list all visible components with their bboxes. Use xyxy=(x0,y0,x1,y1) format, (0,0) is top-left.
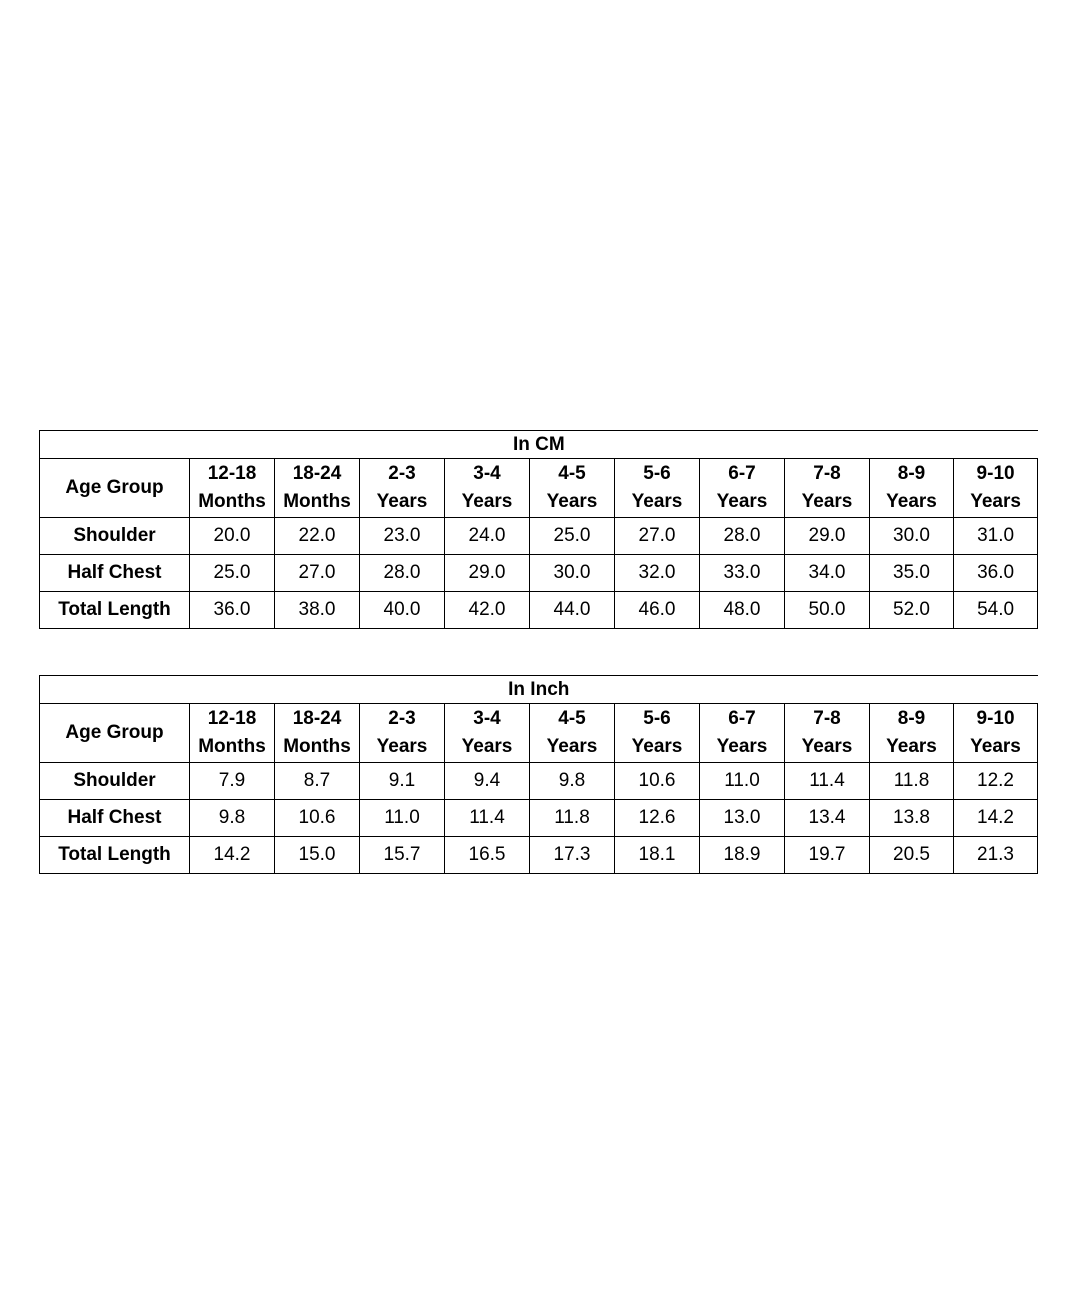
size-table-cm xyxy=(39,430,1038,629)
table-cell: 9.1 xyxy=(360,763,445,800)
column-header: 6-7 Years xyxy=(700,704,785,763)
table-cell: 30.0 xyxy=(530,555,615,592)
column-header: 4-5 Years xyxy=(530,704,615,763)
column-header: 9-10 Years xyxy=(954,704,1038,763)
table-cell: 11.4 xyxy=(785,763,870,800)
table-cell: 50.0 xyxy=(785,592,870,629)
column-header: 3-4 Years xyxy=(445,704,530,763)
table-cell: 29.0 xyxy=(785,518,870,555)
table-cell: 42.0 xyxy=(445,592,530,629)
table-cell: 27.0 xyxy=(615,518,700,555)
table-row xyxy=(40,837,1038,874)
table-cell: 19.7 xyxy=(785,837,870,874)
table-cell: 46.0 xyxy=(615,592,700,629)
table-cell: 34.0 xyxy=(785,555,870,592)
table-cell: 12.6 xyxy=(615,800,700,837)
column-header: 8-9 Years xyxy=(870,704,954,763)
table-cell: 44.0 xyxy=(530,592,615,629)
row-label: Shoulder xyxy=(40,763,190,800)
table-cell: 25.0 xyxy=(530,518,615,555)
age-group-header: Age Group xyxy=(40,704,190,763)
age-group-header: Age Group xyxy=(40,459,190,518)
table-cell: 17.3 xyxy=(530,837,615,874)
table-cell: 11.0 xyxy=(700,763,785,800)
table-cell: 48.0 xyxy=(700,592,785,629)
column-header: 12-18 Months xyxy=(190,704,275,763)
column-header: 3-4 Years xyxy=(445,459,530,518)
column-header: 5-6 Years xyxy=(615,459,700,518)
table-cell: 8.7 xyxy=(275,763,360,800)
table-cell: 7.9 xyxy=(190,763,275,800)
table-cell: 14.2 xyxy=(190,837,275,874)
column-header: 8-9 Years xyxy=(870,459,954,518)
table-cell: 28.0 xyxy=(360,555,445,592)
column-header: 18-24 Months xyxy=(275,459,360,518)
table-cell: 31.0 xyxy=(954,518,1038,555)
table-cell: 9.8 xyxy=(190,800,275,837)
table-cell: 12.2 xyxy=(954,763,1038,800)
table-cell: 11.4 xyxy=(445,800,530,837)
row-label: Half Chest xyxy=(40,555,190,592)
column-header: 5-6 Years xyxy=(615,704,700,763)
table-row xyxy=(40,592,1038,629)
table-cell: 30.0 xyxy=(870,518,954,555)
table-cell: 20.5 xyxy=(870,837,954,874)
table-cell: 36.0 xyxy=(190,592,275,629)
table-cell: 13.0 xyxy=(700,800,785,837)
table-row xyxy=(40,763,1038,800)
table-cell: 13.4 xyxy=(785,800,870,837)
table-cell: 25.0 xyxy=(190,555,275,592)
table-cell: 36.0 xyxy=(954,555,1038,592)
size-table-inch xyxy=(39,675,1038,874)
table-cell: 14.2 xyxy=(954,800,1038,837)
table-cell: 9.8 xyxy=(530,763,615,800)
table-cell: 40.0 xyxy=(360,592,445,629)
table-cell: 10.6 xyxy=(615,763,700,800)
table-cell: 23.0 xyxy=(360,518,445,555)
table-row xyxy=(40,555,1038,592)
row-label: Total Length xyxy=(40,592,190,629)
column-header: 2-3 Years xyxy=(360,704,445,763)
table-row xyxy=(40,518,1038,555)
row-label: Half Chest xyxy=(40,800,190,837)
table-cell: 32.0 xyxy=(615,555,700,592)
table-cell: 20.0 xyxy=(190,518,275,555)
table-cell: 27.0 xyxy=(275,555,360,592)
table-cell: 29.0 xyxy=(445,555,530,592)
table-cell: 11.0 xyxy=(360,800,445,837)
column-header: 7-8 Years xyxy=(785,459,870,518)
table-cell: 18.9 xyxy=(700,837,785,874)
table-cell: 16.5 xyxy=(445,837,530,874)
table-cell: 28.0 xyxy=(700,518,785,555)
table-cell: 38.0 xyxy=(275,592,360,629)
table-title: In CM xyxy=(40,431,1038,459)
table-cell: 11.8 xyxy=(530,800,615,837)
table-cell: 33.0 xyxy=(700,555,785,592)
table-cell: 35.0 xyxy=(870,555,954,592)
table-cell: 21.3 xyxy=(954,837,1038,874)
table-cell: 15.0 xyxy=(275,837,360,874)
table-cell: 13.8 xyxy=(870,800,954,837)
row-label: Shoulder xyxy=(40,518,190,555)
table-cell: 10.6 xyxy=(275,800,360,837)
column-header: 12-18 Months xyxy=(190,459,275,518)
table-cell: 52.0 xyxy=(870,592,954,629)
table-cell: 18.1 xyxy=(615,837,700,874)
table-cell: 22.0 xyxy=(275,518,360,555)
table-cell: 54.0 xyxy=(954,592,1038,629)
table-cell: 11.8 xyxy=(870,763,954,800)
column-header: 2-3 Years xyxy=(360,459,445,518)
table-cell: 15.7 xyxy=(360,837,445,874)
column-header: 9-10 Years xyxy=(954,459,1038,518)
table-row xyxy=(40,800,1038,837)
column-header: 18-24 Months xyxy=(275,704,360,763)
column-header: 4-5 Years xyxy=(530,459,615,518)
table-cell: 24.0 xyxy=(445,518,530,555)
column-header: 6-7 Years xyxy=(700,459,785,518)
table-cell: 9.4 xyxy=(445,763,530,800)
column-header: 7-8 Years xyxy=(785,704,870,763)
row-label: Total Length xyxy=(40,837,190,874)
table-title: In Inch xyxy=(40,676,1038,704)
